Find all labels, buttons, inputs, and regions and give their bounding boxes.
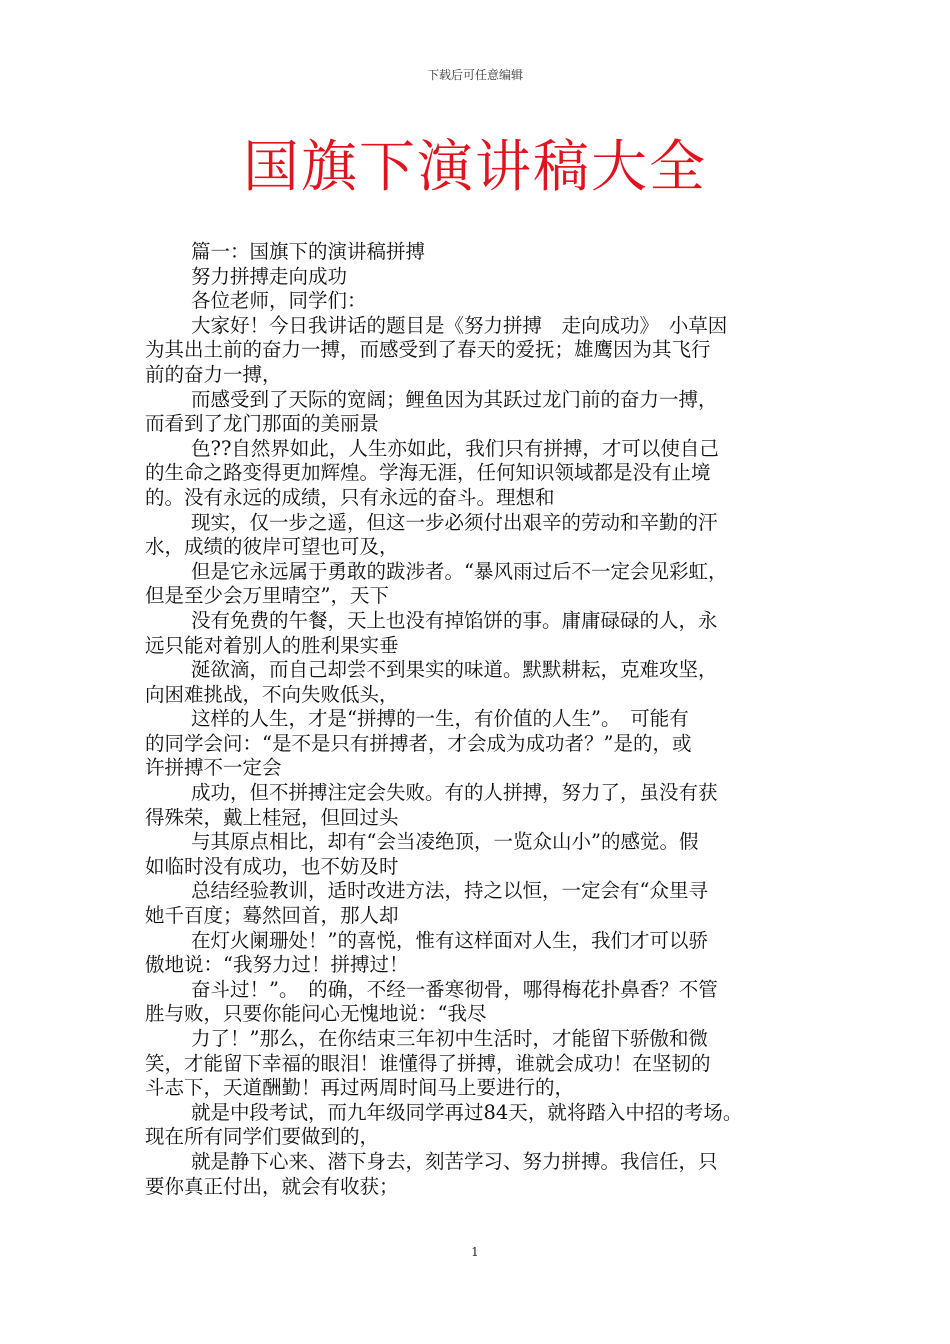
text-line: 在灯火阑珊处！”的喜悦，惟有这样面对人生，我们才可以骄 (191, 928, 708, 952)
page-header: 下载后可任意编辑 (426, 68, 523, 82)
text-line: 篇一：国旗下的演讲稿拼搏 (191, 240, 426, 263)
text-line: 向困难挑战，不向失败低头， (145, 682, 399, 706)
text-line: 笑，才能留下幸福的眼泪！谁懂得了拼搏，谁就会成功！在坚韧的 (145, 1051, 711, 1075)
text-line: 而感受到了天际的宽阔；鲤鱼因为其跃过龙门前的奋力一搏， (191, 387, 718, 411)
text-line: 傲地说：“我努力过！拼搏过！ (145, 953, 409, 977)
document-title: 国旗下演讲稿大全 (243, 135, 707, 200)
text-line: 如临时没有成功，也不妨及时 (145, 854, 399, 878)
text-line: 大家好！今日我讲话的题目是《努力拼搏 走向成功》 小草因 (191, 313, 728, 337)
text-line: 但是它永远属于勇敢的跋涉者。“暴风雨过后不一定会见彩虹， (191, 559, 728, 583)
text-line: 为其出土前的奋力一搏，而感受到了春天的爱抚；雄鹰因为其飞行 (145, 338, 711, 362)
text-line: 成功，但不拼搏注定会失败。有的人拼搏，努力了，虽没有获 (191, 781, 718, 805)
document-body (145, 240, 815, 1199)
text-line: 奋斗过！”。 的确，不经一番寒彻骨，哪得梅花扑鼻香？不管 (191, 977, 718, 1001)
text-line: 总结经验教训，适时改进方法，持之以恒，一定会有“众里寻 (191, 879, 708, 903)
text-line: 涎欲滴，而自己却尝不到果实的味道。默默耕耘，克难攻坚， (191, 658, 718, 682)
text-line: 水，成绩的彼岸可望也可及， (145, 535, 399, 559)
text-line: 力了！”那么，在你结束三年初中生活时，才能留下骄傲和微 (191, 1027, 708, 1050)
text-line: 与其原点相比，却有“会当凌绝顶，一览众山小”的感觉。假 (191, 830, 699, 854)
text-line: 得殊荣，戴上桂冠，但回过头 (145, 805, 399, 829)
text-line: 前的奋力一搏， (145, 362, 282, 386)
text-line: 的生命之路变得更加辉煌。学海无涯，任何知识领域都是没有止境 (145, 461, 711, 485)
page-number: 1 (471, 1245, 479, 1259)
text-line: 没有免费的午餐，天上也没有掉馅饼的事。庸庸碌碌的人，永 (191, 608, 718, 632)
text-line: 现在所有同学们要做到的， (145, 1125, 380, 1149)
text-line: 努力拼搏走向成功 (191, 264, 348, 288)
text-line: 就是静下心来、潜下身去，刻苦学习、努力拼搏。我信任，只 (191, 1149, 718, 1173)
text-line: 斗志下，天道酬勤！再过两周时间马上要进行的， (145, 1076, 575, 1100)
text-line: 就是中段考试，而九年级同学再过84天，就将踏入中招的考场。 (191, 1100, 743, 1124)
text-line: 但是至少会万里晴空”，天下 (145, 584, 389, 608)
text-line: 她千百度；蓦然回首，那人却 (145, 904, 399, 928)
text-line: 而看到了龙门那面的美丽景 (145, 412, 380, 436)
text-line: 远只能对着别人的胜利果实垂 (145, 633, 399, 657)
text-line: 的同学会问：“是不是只有拼搏者，才会成为成功者？”是的，或 (145, 731, 692, 755)
text-line: 要你真正付出，就会有收获； (145, 1174, 399, 1198)
text-line: 这样的人生，才是“拼搏的一生，有价值的人生”。 可能有 (191, 707, 689, 731)
text-line: 许拼搏不一定会 (145, 756, 282, 780)
text-line: 现实，仅一步之遥，但这一步必须付出艰辛的劳动和辛勤的汗 (191, 510, 718, 534)
text-line: 各位老师，同学们： (191, 289, 367, 313)
text-line: 的。没有永远的成绩，只有永远的奋斗。理想和 (145, 485, 555, 509)
text-line: 色??自然界如此，人生亦如此，我们只有拼搏，才可以使自己 (191, 436, 719, 460)
text-line: 胜与败，只要你能问心无愧地说：“我尽 (145, 1002, 487, 1026)
